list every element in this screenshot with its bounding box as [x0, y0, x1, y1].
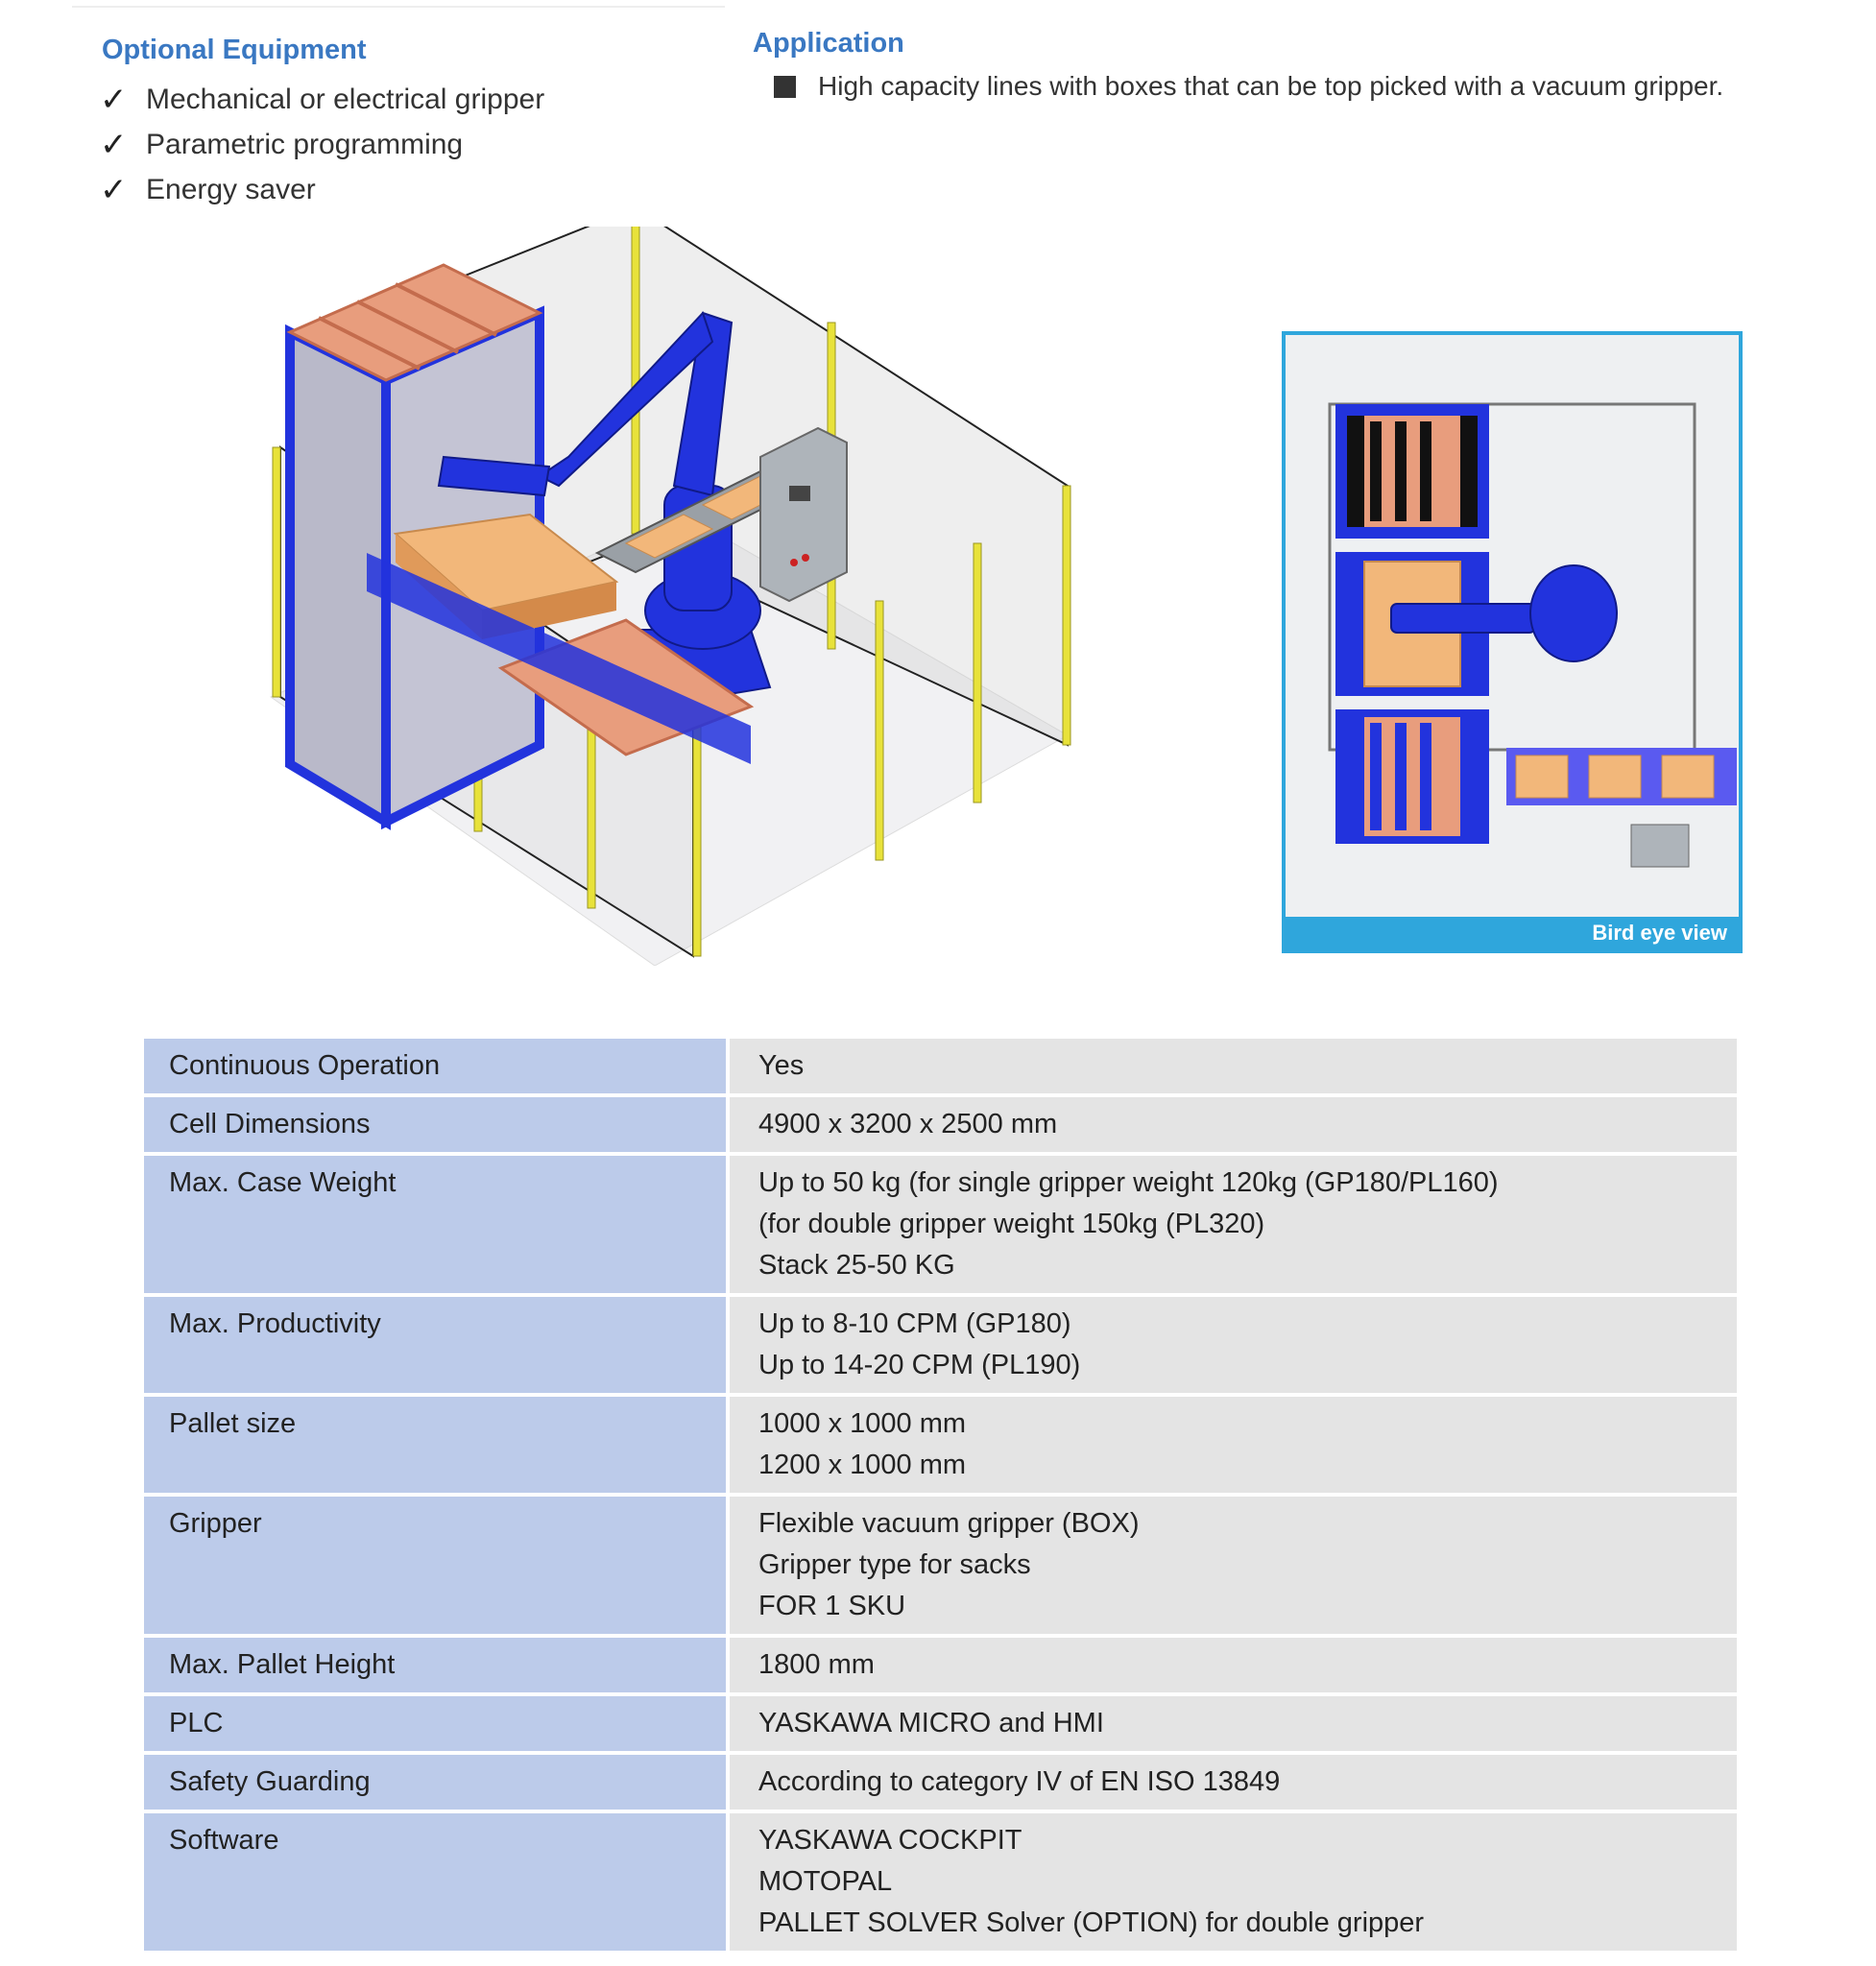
spec-label: Max. Productivity [142, 1295, 728, 1395]
conveyor-top [1506, 748, 1737, 805]
spec-label: PLC [142, 1694, 728, 1753]
optional-equipment-list [100, 77, 544, 212]
table-row [142, 1095, 1739, 1154]
spec-value: Up to 8-10 CPM (GP180) Up to 14-20 CPM (PL190) [728, 1295, 1739, 1395]
spec-value: 4900 x 3200 x 2500 mm [728, 1095, 1739, 1154]
top-divider [72, 6, 725, 8]
spec-label: Max. Case Weight [142, 1154, 728, 1295]
spec-label: Continuous Operation [142, 1037, 728, 1095]
cabinet-top [1631, 825, 1689, 867]
spec-value: YASKAWA MICRO and HMI [728, 1694, 1739, 1753]
control-cabinet [760, 428, 847, 601]
bullet-square-icon [774, 76, 796, 98]
table-row [142, 1636, 1739, 1694]
spec-value: 1000 x 1000 mm 1200 x 1000 mm [728, 1395, 1739, 1495]
spec-value: YASKAWA COCKPIT MOTOPAL PALLET SOLVER Solver (OPTION) for double gripper [728, 1811, 1739, 1953]
check-icon: ✓ [100, 81, 128, 118]
spec-label: Pallet size [142, 1395, 728, 1495]
optional-equipment-title: Optional Equipment [102, 35, 367, 65]
check-icon: ✓ [100, 171, 128, 208]
spec-label: Safety Guarding [142, 1753, 728, 1811]
bird-eye-view-panel [1282, 331, 1743, 953]
spec-value: Up to 50 kg (for single gripper weight 120kg (GP180/PL160) (for double gripper weight 150kg (PL320) Stack 25-50 KG [728, 1154, 1739, 1295]
table-row [142, 1753, 1739, 1811]
spec-value: 1800 mm [728, 1636, 1739, 1694]
spec-label: Cell Dimensions [142, 1095, 728, 1154]
table-row [142, 1037, 1739, 1095]
table-row [142, 1395, 1739, 1495]
spec-label: Gripper [142, 1495, 728, 1636]
spec-label: Max. Pallet Height [142, 1636, 728, 1694]
list-item: ✓ Parametric programming [100, 126, 464, 163]
spec-label: Software [142, 1811, 728, 1953]
bird-eye-caption: Bird eye view [1286, 917, 1739, 949]
pallet-station-bottom [1335, 709, 1489, 844]
table-row [142, 1154, 1739, 1295]
pallet-station-top [1335, 404, 1489, 539]
check-icon: ✓ [100, 126, 128, 163]
specifications-table [140, 1035, 1741, 1954]
table-row [142, 1495, 1739, 1636]
table-row [142, 1694, 1739, 1753]
list-item: ✓ Energy saver [100, 171, 316, 208]
list-item: ✓ Mechanical or electrical gripper [100, 81, 545, 118]
table-row [142, 1811, 1739, 1953]
spec-value: Flexible vacuum gripper (BOX) Gripper type for sacks FOR 1 SKU [728, 1495, 1739, 1636]
application-title: Application [753, 28, 904, 59]
palletizing-cell-illustration [252, 227, 1096, 966]
spec-value: Yes [728, 1037, 1739, 1095]
application-item: High capacity lines with boxes that can be top picked with a vacuum gripper. [774, 71, 1723, 102]
spec-value: According to category IV of EN ISO 13849 [728, 1753, 1739, 1811]
bird-eye-illustration [1286, 335, 1739, 917]
table-row [142, 1295, 1739, 1395]
